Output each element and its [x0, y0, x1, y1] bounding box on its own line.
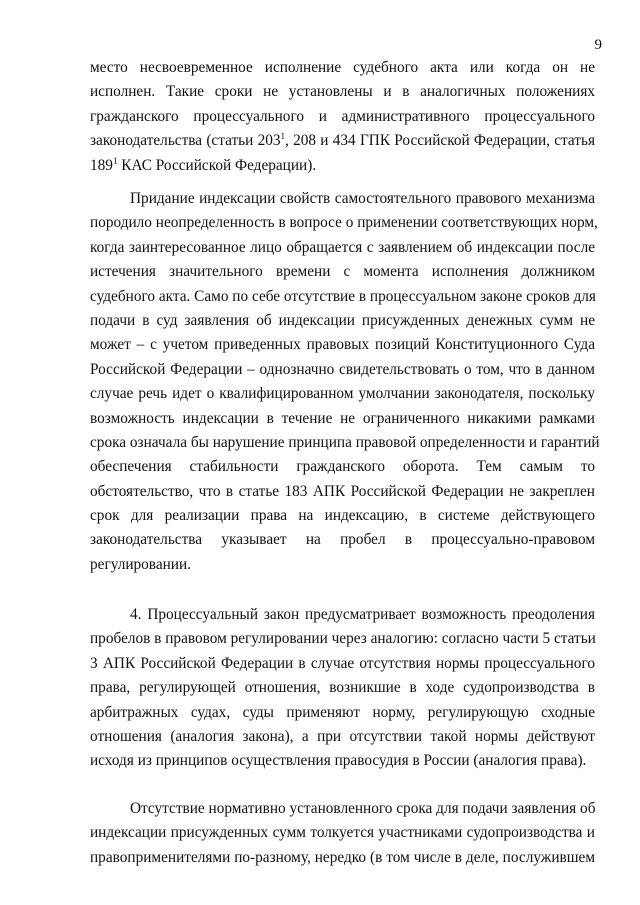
text-line: правоприменителями по-разному, нередко (в том числе в деле, послужившем	[90, 848, 595, 866]
text-line: судебного акта. Само по себе отсутствие в процессуальном законе сроков для	[90, 287, 596, 305]
text-line: когда заинтересованное лицо обращается с заявлением об индексации после	[90, 238, 595, 256]
paragraph-absence-of-term	[90, 797, 595, 870]
text-line: арбитражных судах, суды применяют норму, регулирующую сходные	[90, 703, 595, 721]
text-line: 4. Процессуальный закон предусматривает возможность преодоления	[130, 606, 595, 623]
text-line: породило неопределенность в вопросе о применении соответствующих норм,	[90, 214, 598, 232]
text-line: обстоятельство, что в статье 183 АПК Российской Федерации не закреплен	[90, 482, 595, 500]
text-line: Отсутствие нормативно установленного срока для подачи заявления об	[130, 800, 596, 817]
text-line: индексации присужденных сумм толкуется участниками судопроизводства и	[90, 824, 595, 842]
text-line-with-footnote: законодательства (статьи $203^1$, 208 и 434 ГПК Российской Федерации, статья	[90, 131, 596, 150]
text-line: Российской Федерации – однозначно свидетельствовать о том, что в данном	[90, 360, 595, 378]
text-line: срока означала бы нарушение принципа правовой определенности и гарантий	[90, 433, 600, 451]
text-line: может – с учетом приведенных правовых позиций Конституционного Суда	[90, 336, 595, 354]
text-line: обеспечения стабильности гражданского оборота. Тем самым то	[90, 458, 595, 476]
text-line: гражданского процессуального и административного процессуального	[90, 107, 595, 125]
paragraph-continuation	[90, 56, 595, 178]
text-line: Придание индексации свойств самостоятельного правового механизма	[130, 190, 595, 207]
text-line: исполнен. Такие сроки не установлены и в аналогичных положениях	[90, 83, 595, 101]
superscript: 1	[112, 155, 118, 166]
text-line: случае речь идет о квалифицированном умолчании законодателя, поскольку	[90, 385, 595, 403]
text-line: 3 АПК Российской Федерации в случае отсутствия нормы процессуального	[90, 654, 595, 672]
paragraph-procedural-law	[90, 603, 595, 774]
text-line: возможность индексации в течение не ограниченного никакими рамками	[90, 409, 595, 427]
text-line: законодательства указывает на пробел в процессуально-правовом	[90, 531, 595, 549]
page-number: 9	[594, 37, 602, 53]
superscript: 1	[280, 131, 286, 142]
text-line-with-footnote: $189^1$ КАС Российской Федерации).	[90, 155, 317, 174]
text-line: срок для реализации права на индексацию, в системе действующего	[90, 507, 595, 525]
text-line: подачи в суд заявления об индексации присужденных денежных сумм не	[90, 311, 595, 329]
text-line: регулировании.	[90, 555, 191, 573]
text-line: истечения значительного времени с момента исполнения должником	[90, 263, 595, 281]
text-line: отношения (аналогия закона), а при отсутствии такой нормы действуют	[90, 727, 595, 745]
text-line: место несвоевременное исполнение судебного акта или когда он не	[90, 59, 595, 76]
text-line: пробелов в правовом регулировании через аналогию: согласно части 5 статьи	[90, 630, 596, 648]
text-line: исходя из принципов осуществления правосудия в России (аналогия права).	[90, 752, 587, 770]
text-line: права, регулирующей отношения, возникшие в ходе судопроизводства в	[90, 679, 595, 697]
paragraph-indexation	[90, 187, 600, 577]
